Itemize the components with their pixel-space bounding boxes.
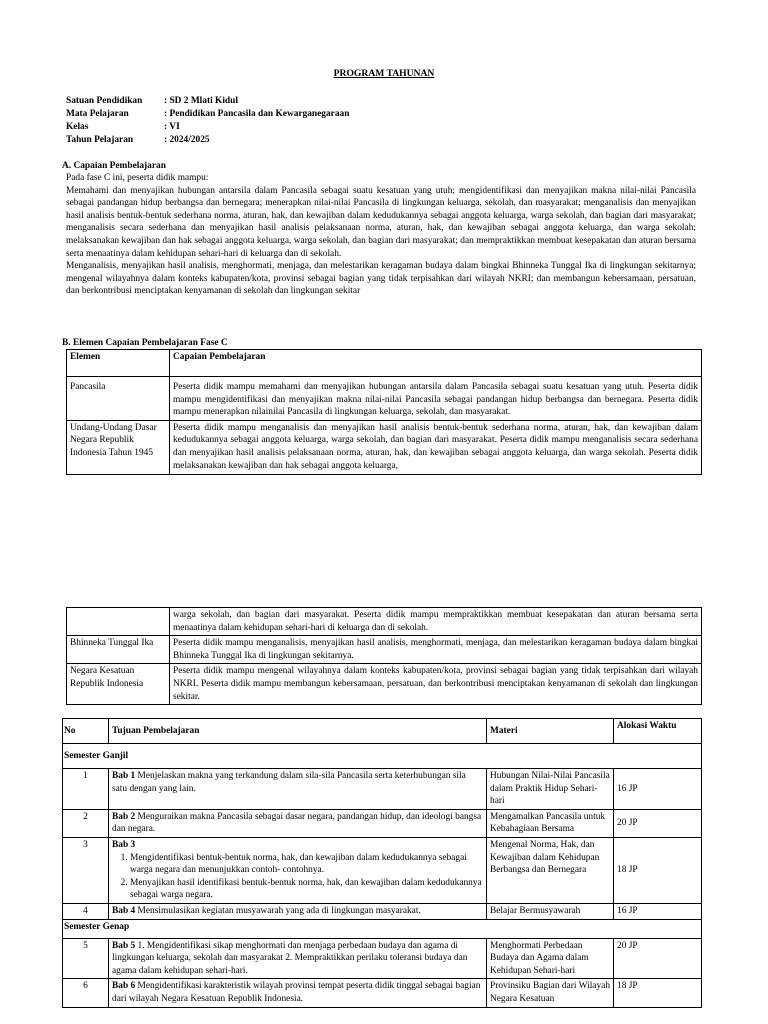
table-header-row	[67, 350, 702, 377]
tujuan-text: Mensimulasikan kegiatan musyawarah yang ada di lingkungan masyarakat.	[135, 905, 421, 916]
materi-cell: Mengenal Norma, Hak, dan Kewajiban dalam Kehidupan Berbangsa dan Bernegara	[487, 837, 614, 903]
elemen-cell: Undang-Undang Dasar Negara Republik Indonesia Tahun 1945	[67, 420, 170, 474]
bab-label: Bab 5	[112, 940, 136, 951]
bab-label: Bab 3	[112, 839, 136, 850]
info-key: Satuan Pendidikan	[66, 96, 143, 106]
table-row	[63, 769, 702, 810]
info-row	[66, 121, 349, 134]
row-number: 5	[63, 938, 109, 979]
elemen-cell: Pancasila	[67, 377, 170, 421]
info-key: Kelas	[66, 122, 89, 132]
materi-cell: Hubungan Nilai-Nilai Pancasila dalam Praktik Hidup Sehari-hari	[487, 769, 614, 810]
bab-label: Bab 4	[112, 905, 136, 916]
materi-cell: Provinsiku Bagian dari Wilayah Negara Kesatuan	[487, 979, 614, 1007]
document-title: PROGRAM TAHUNAN	[333, 68, 435, 79]
column-header-tujuan: Tujuan Pembelajaran	[109, 719, 487, 744]
column-header-materi: Materi	[487, 719, 614, 744]
table-row	[67, 377, 702, 421]
semester-ganjil-label: Semester Ganjil	[63, 744, 702, 769]
alokasi-cell: 18 JP	[614, 979, 702, 1007]
section-a-heading: A. Capaian Pembelajaran	[62, 161, 166, 171]
tujuan-text: Menjelaskan makna yang terkandung dalam sila-sila Pancasila serta keterhubungan sila satu dengan yang lain.	[112, 771, 466, 794]
column-header-elemen: Elemen	[67, 350, 170, 377]
elemen-cell: Bhinneka Tunggal Ika	[67, 636, 170, 664]
table-row	[63, 837, 702, 903]
alokasi-cell: 16 JP	[614, 903, 702, 919]
materi-cell: Mengamalkan Pancasila untuk Kebahagiaan Bersama	[487, 809, 614, 837]
row-number: 4	[63, 903, 109, 919]
tujuan-text: Menguraikan makna Pancasila sebagai dasar negara, pandangan hidup, dan ideologi bangsa dan negara.	[112, 811, 482, 835]
table-row	[63, 809, 702, 837]
tujuan-cell	[109, 979, 487, 1007]
info-value: : 2024/2025	[164, 135, 210, 145]
list-item: 2. Menyajikan hasil identifikasi bentuk-bentuk norma, hak, dan kewajiban dalam kedudukannya sebagai warga negara.	[130, 877, 483, 902]
row-number: 2	[63, 809, 109, 837]
tujuan-cell	[109, 809, 487, 837]
section-a-body	[66, 172, 696, 298]
info-row	[66, 108, 349, 121]
info-value: : VI	[164, 122, 180, 132]
column-header-alokasi: Alokasi Waktu	[614, 719, 702, 744]
alokasi-cell: 20 JP	[614, 938, 702, 979]
tujuan-text: Mengidentifikasi karakteristik wilayah provinsi tempat peserta didik tinggal sebagai bagian dari wilayah Negara Kesatuan Republik Indonesia.	[112, 981, 481, 1004]
alokasi-cell: 20 JP	[614, 809, 702, 837]
elemen-cell	[67, 608, 170, 636]
info-row	[66, 134, 349, 147]
table-row	[67, 608, 702, 636]
row-number: 6	[63, 979, 109, 1007]
table-row	[67, 664, 702, 705]
table-row	[63, 979, 702, 1007]
section-a-intro: Pada fase C ini, peserta didik mampu:	[66, 173, 209, 183]
tujuan-cell	[109, 769, 487, 810]
alokasi-cell: 16 JP	[614, 769, 702, 810]
section-b-heading: B. Elemen Capaian Pembelajaran Fase C	[62, 338, 228, 348]
section-a-paragraph-1: Memahami dan menyajikan hubungan antarsila dalam Pancasila sebagai suatu kesatuan yang utuh; mengidentifikasi dan menyajikan makna nilai-nilai Pancasila sebagai pandangan hidup berbangsa dan bernegara; menerapkan nilai-nilai Pancasila di lingkungan keluarga, sekolah, dan masyarakat; menganalisis dan menyajikan hasil analisis bentuk-bentuk sederhana norma, aturan, hak, dan kewajiban dalam kedudukannya sebagai anggota keluarga, warga sekolah, dan bagian dari masyarakat; menganalisis secara sederhana dan menyajikan hasil analisis pelaksanaan norma, aturan, hak, dan kewajiban sebagai anggota keluarga, dan warga sekolah; melaksanakan kewajiban dan hak sebagai anggota keluarga, warga sekolah, dan bagian dari masyarakat; dan mempraktikkan membuat kesepakatan dan aturan bersama serta menaatinya dalam kehidupan sehari-hari di keluarga dan di sekolah.	[66, 185, 696, 259]
elemen-table	[66, 349, 702, 475]
semester-genap-label: Semester Genap	[63, 919, 702, 938]
objective-list	[112, 852, 483, 902]
bab-label: Bab 1	[112, 771, 136, 781]
table-header-row	[63, 719, 702, 744]
bab-label: Bab 6	[112, 981, 136, 992]
section-a-paragraph-2: Menganalisis, menyajikan hasil analisis, menghormati, menjaga, dan melestarikan keragaman budaya dalam bingkai Bhinneka Tunggal Ika di lingkungan sekitarnya; mengenal wilayahnya dalam konteks kabupaten/kota, provinsi sebagai bagian yang tidak terpisahkan dari wilayah NKRI; dan membangun kebersamaan, persatuan, dan berkontribusi menciptakan kenyamanan di sekolah dan lingkungan sekitar	[66, 261, 696, 297]
row-number: 3	[63, 837, 109, 903]
capaian-cell: Peserta didik mampu menganalisis dan menyajikan hasil analisis bentuk-bentuk sederhana norma, aturan, hak, dan kewajiban dalam kedudukannya sebagai anggota keluarga, warga sekolah, dan bagian dari masyarakat. Peserta didik mampu menganalisis secara sederhana dan menyajikan hasil analisis pelaksanaan norma, aturan, hak, dan kewajiban sebagai anggota keluarga, dan warga sekolah. Peserta didik melaksanakan kewajiban dan hak sebagai anggota keluarga,	[170, 420, 702, 474]
materi-cell: Belajar Bermusyawarah	[487, 903, 614, 919]
capaian-cell: Peserta didik mampu menganalisis, menyajikan hasil analisis, menghormati, menjaga, dan melestarikan keragaman budaya dalam bingkai Bhinneka Tunggal Ika di lingkungan sekitarnya.	[170, 636, 702, 664]
info-value: : SD 2 Mlati Kidul	[164, 96, 238, 106]
capaian-cell: warga sekolah, dan bagian dari masyarakat. Peserta didik mampu mempraktikkan membuat kesepakatan dan aturan bersama serta menaatinya dalam kehidupan sehari-hari di keluarga dan di sekolah.	[170, 608, 702, 636]
info-key: Tahun Pelajaran	[66, 135, 134, 145]
semester-row	[63, 919, 702, 938]
column-header-no: No	[63, 719, 109, 744]
tujuan-cell	[109, 903, 487, 919]
table-row	[67, 636, 702, 664]
info-row	[66, 95, 349, 108]
list-item: 1. Mengidentifikasi bentuk-bentuk norma, hak, dan kewajiban dalam kedudukannya sebagai warga negara dan menunjukkan contoh- contohnya.	[130, 852, 483, 877]
bab-label: Bab 2	[112, 811, 136, 822]
semester-row	[63, 744, 702, 769]
program-table	[62, 718, 702, 1008]
row-number: 1	[63, 769, 109, 810]
capaian-cell: Peserta didik mampu memahami dan menyajikan hubungan antarsila dalam Pancasila sebagai suatu kesatuan yang utuh. Peserta didik mampu mengidentifikasi dan menyajikan makna nilai-nilai Pancasila sebagai pandangan hidup berbangsa dan bernegara. Peserta didik mampu menerapkan nilainilai Pancasila di lingkungan keluarga, sekolah, dan masyarakat.	[170, 377, 702, 421]
elemen-cell: Negara Kesatuan Republik Indonesia	[67, 664, 170, 705]
elemen-table-continued	[66, 607, 702, 705]
tujuan-text: 1. Mengidentifikasi sikap menghormati dan menjaga perbedaan budaya dan agama di lingkungan keluarga, sekolah dan masyarakat 2. Mempraktikkan perilaku toleransi budaya dan agama dalam kehidupan sehari-hari.	[112, 940, 468, 976]
info-value: : Pendidikan Pancasila dan Kewarganegaraan	[164, 109, 350, 119]
column-header-capaian: Capaian Pembelajaran	[170, 350, 702, 377]
table-row	[67, 420, 702, 474]
table-row	[63, 903, 702, 919]
info-key: Mata Pelajaran	[66, 109, 129, 119]
tujuan-cell	[109, 837, 487, 903]
identity-block	[66, 95, 349, 147]
alokasi-cell: 18 JP	[614, 837, 702, 903]
capaian-cell: Peserta didik mampu mengenal wilayahnya dalam konteks kabupaten/kota, provinsi sebagai bagian yang tidak terpisahkan dari wilayah NKRI. Peserta didik mampu membangun kebersamaan, persatuan, dan berkontribusi menciptakan kenyamanan di sekolah dan lingkungan sekitar.	[170, 664, 702, 705]
table-row	[63, 938, 702, 979]
materi-cell: Menghormati Perbedaan Budaya dan Agama dalam Kehidupan Sehari-hari	[487, 938, 614, 979]
tujuan-cell	[109, 938, 487, 979]
